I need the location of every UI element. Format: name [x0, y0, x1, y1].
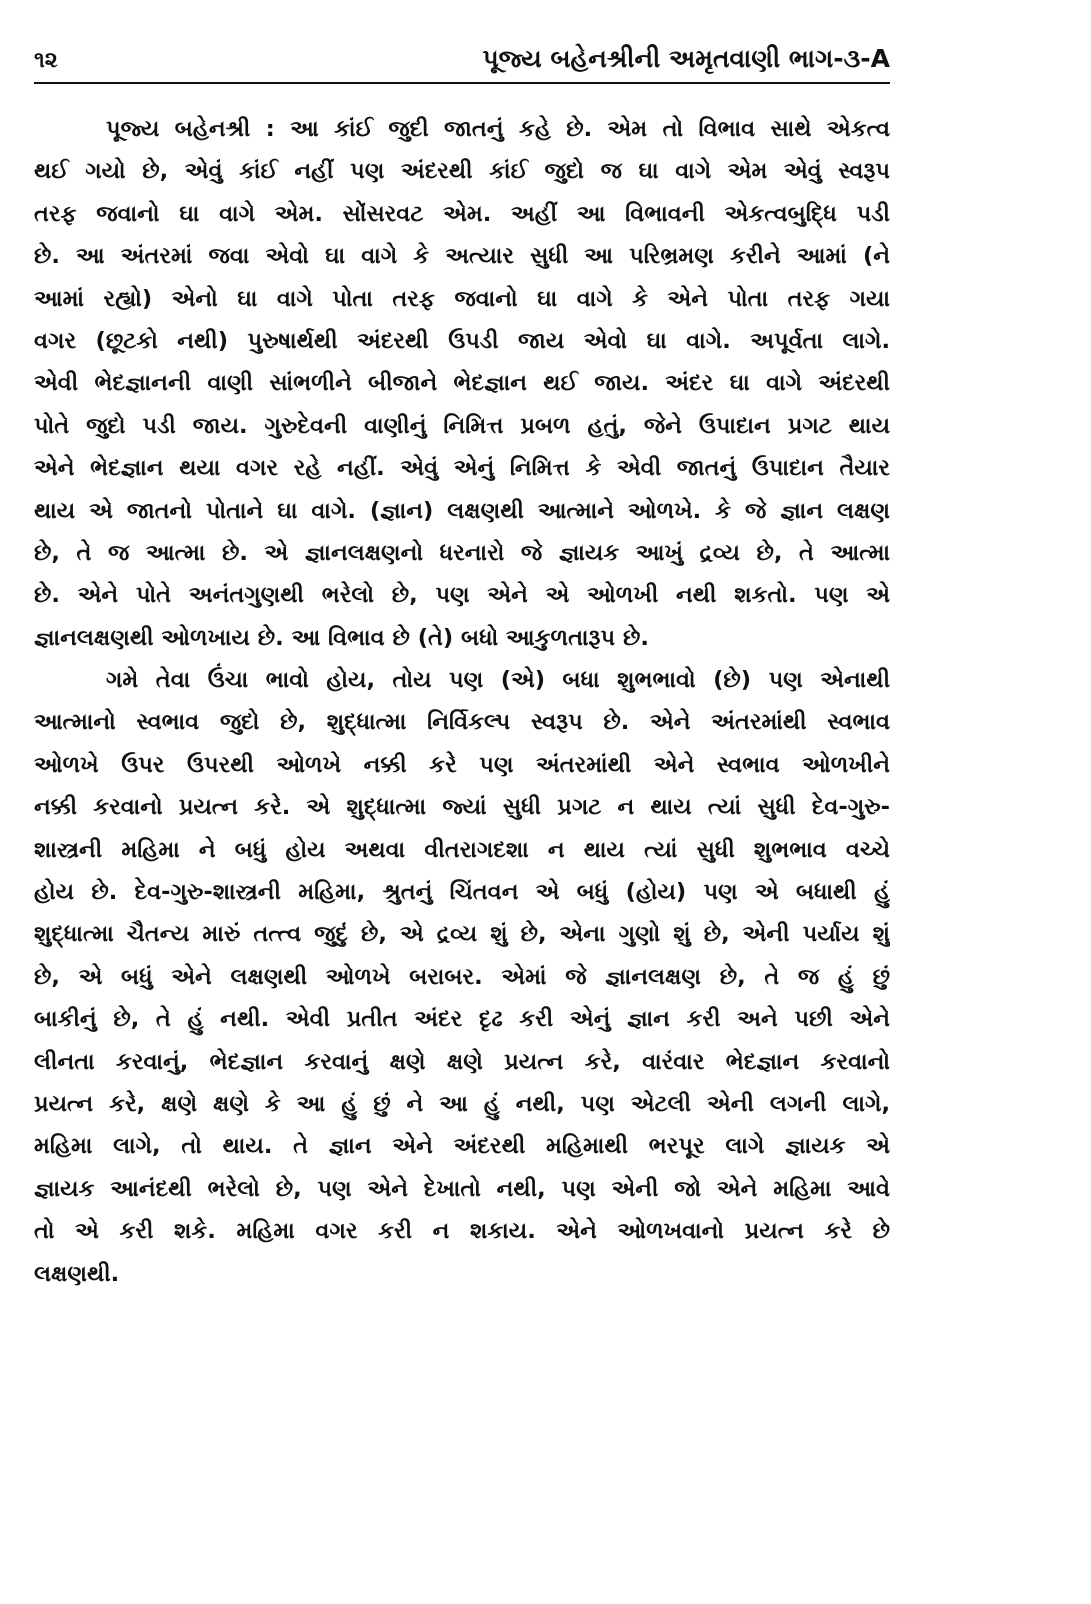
text-line: થાય એ જાતનો પોતાને ઘા વાગે. (જ્ઞાન) લક્ષણથી આત્માને ઓળખે. કે જે જ્ઞાન લક્ષણ [34, 497, 890, 524]
text-line: જ્ઞાયક આનંદથી ભરેલો છે, પણ એને દેખાતો નથી, પણ એની જો એને મહિમા આવે [34, 1175, 890, 1202]
text-line: તરફ જવાનો ઘા વાગે એમ. સોંસરવટ એમ. અહીં આ વિભાવની એકત્વબુદ્ધિ પડી [34, 200, 890, 227]
text-line: એને ભેદજ્ઞાન થયા વગર રહે નહીં. એવું એનું નિમિત્ત કે એવી જાતનું ઉપાદાન તૈયાર [34, 455, 890, 482]
text-line: તો એ કરી શકે. મહિમા વગર કરી ન શકાય. એને ઓળખવાનો પ્રયત્ન કરે છે [34, 1218, 890, 1245]
text-line: બાકીનું છે, તે હું નથી. એવી પ્રતીત અંદર દૃઢ કરી એનું જ્ઞાન કરી અને પછી એને [34, 1006, 890, 1033]
text-line: નક્કી કરવાનો પ્રયત્ન કરે. એ શુદ્ધાત્મા જ્યાં સુધી પ્રગટ ન થાય ત્યાં સુધી દેવ-ગુરુ- [34, 794, 890, 821]
text-line: શાસ્ત્રની મહિમા ને બધું હોય અથવા વીતરાગદશા ન થાય ત્યાં સુધી શુભભાવ વચ્ચે [34, 836, 890, 863]
text-line: શુદ્ધાત્મા ચૈતન્ય મારું તત્ત્વ જુદું છે, એ દ્રવ્ય શું છે, એના ગુણો શું છે, એની પર્યાય શું [34, 921, 890, 948]
text-line: વગર (છૂટકો નથી) પુરુષાર્થથી અંદરથી ઉપડી જાય એવો ઘા વાગે. અપૂર્વતા લાગે. [34, 327, 890, 354]
text-line: પ્રયત્ન કરે, ક્ષણે ક્ષણે કે આ હું છું ને આ હું નથી, પણ એટલી એની લગની લાગે, [34, 1090, 890, 1117]
paragraph-1 [34, 108, 890, 659]
body-text [34, 108, 890, 1295]
text-line: આમાં રહ્યો) એનો ઘા વાગે પોતા તરફ જવાનો ઘા વાગે કે એને પોતા તરફ ગયા [34, 285, 890, 312]
page-number: ૧૨ [34, 48, 58, 73]
page-header [34, 40, 890, 84]
text-line: એવી ભેદજ્ઞાનની વાણી સાંભળીને બીજાને ભેદજ્ઞાન થઈ જાય. અંદર ઘા વાગે અંદરથી [34, 370, 890, 397]
text-line: છે. આ અંતરમાં જવા એવો ઘા વાગે કે અત્યાર સુધી આ પરિભ્રમણ કરીને આમાં (ને [34, 243, 890, 270]
text-line: લક્ષણથી. [34, 1260, 120, 1287]
paragraph-2 [34, 659, 890, 1295]
text-line: ગમે તેવા ઉંચા ભાવો હોય, તોય પણ (એ) બધા શુભભાવો (છે) પણ એનાથી [106, 667, 890, 694]
text-line: પોતે જુદો પડી જાય. ગુરુદેવની વાણીનું નિમિત્ત પ્રબળ હતું, જેને ઉપાદાન પ્રગટ થાય [34, 412, 890, 439]
text-line: થઈ ગયો છે, એવું કાંઈ નહીં પણ અંદરથી કાંઈ જુદો જ ઘા વાગે એમ એવું સ્વરૂપ [34, 158, 890, 185]
text-line: છે, એ બધું એને લક્ષણથી ઓળખે બરાબર. એમાં જે જ્ઞાનલક્ષણ છે, તે જ હું છું [34, 963, 890, 990]
running-title: પૂજ્ય બહેનશ્રીની અમૃતવાણી ભાગ-૩-A [482, 44, 890, 73]
text-line: આત્માનો સ્વભાવ જુદો છે, શુદ્ધાત્મા નિર્વિકલ્પ સ્વરૂપ છે. એને અંતરમાંથી સ્વભાવ [34, 709, 890, 736]
text-line: છે. એને પોતે અનંતગુણથી ભરેલો છે, પણ એને એ ઓળખી નથી શકતો. પણ એ [34, 582, 890, 609]
text-line: મહિમા લાગે, તો થાય. તે જ્ઞાન એને અંદરથી મહિમાથી ભરપૂર લાગે જ્ઞાયક એ [34, 1133, 890, 1160]
text-line: પૂજ્ય બહેનશ્રી : આ કાંઈ જુદી જાતનું કહે છે. એમ તો વિભાવ સાથે એકત્વ [106, 116, 890, 142]
text-line: લીનતા કરવાનું, ભેદજ્ઞાન કરવાનું ક્ષણે ક્ષણે પ્રયત્ન કરે, વારંવાર ભેદજ્ઞાન કરવાનો [34, 1048, 890, 1075]
text-line: હોય છે. દેવ-ગુરુ-શાસ્ત્રની મહિમા, શ્રુતનું ચિંતવન એ બધું (હોય) પણ એ બધાથી હું [34, 879, 890, 906]
text-line: જ્ઞાનલક્ષણથી ઓળખાય છે. આ વિભાવ છે (તે) બધો આકુળતારૂપ છે. [34, 624, 649, 651]
text-line: ઓળખે ઉપર ઉપરથી ઓળખે નક્કી કરે પણ અંતરમાંથી એને સ્વભાવ ઓળખીને [34, 751, 890, 778]
text-line: છે, તે જ આત્મા છે. એ જ્ઞાનલક્ષણનો ધરનારો જે જ્ઞાયક આખું દ્રવ્ય છે, તે આત્મા [34, 539, 890, 566]
